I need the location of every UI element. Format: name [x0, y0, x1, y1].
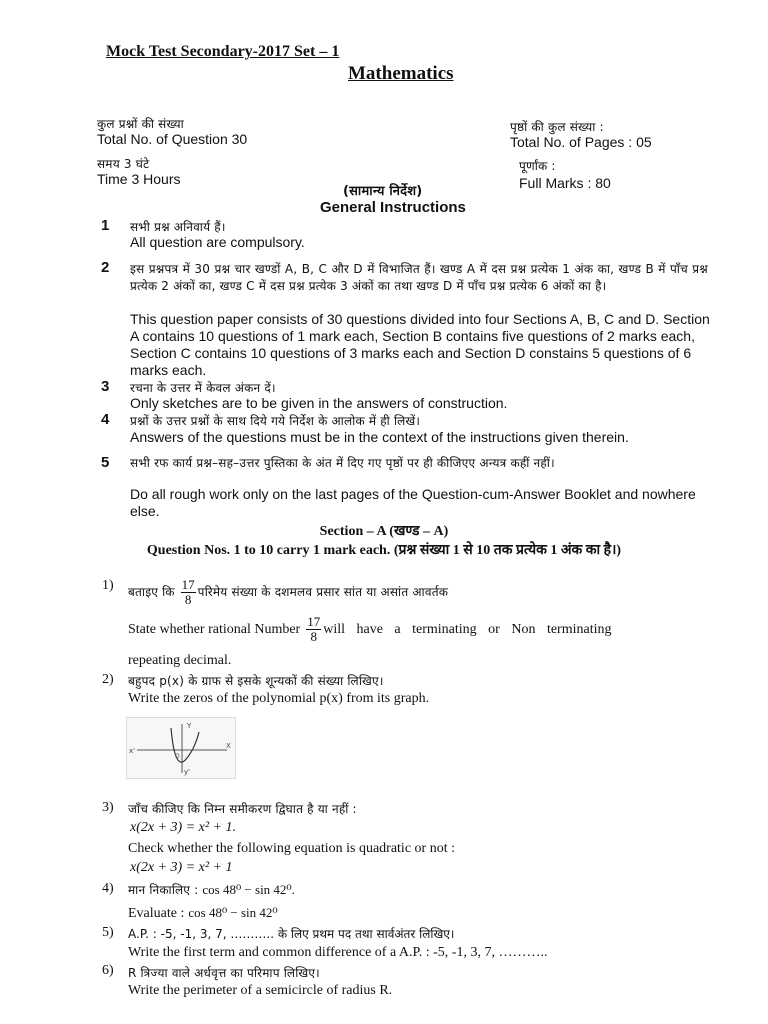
question-1-en-post: will have a terminating or Non terminating — [323, 622, 612, 638]
instruction-2-en: This question paper consists of 30 questions divided into four Sections A, B, C and D. Section A contains 10 questions of 1 mark each, Section B contains five questions of 2 marks each, Section C contains 10 questions of 3 marks each and Section D constains 5 questions of 6 marks each. — [130, 311, 710, 378]
section-subtitle: Question Nos. 1 to 10 carry 1 mark each. (प्रश्न संख्या 1 से 10 तक प्रत्येक 1 अंक का है।) — [146, 543, 622, 558]
question-number: 4) — [102, 881, 114, 896]
polynomial-graph — [126, 717, 236, 779]
question-number: 3) — [102, 800, 114, 815]
question-5-en: Write the first term and common difference of a A.P. : -5, -1, 3, 7, ……….. — [128, 945, 548, 960]
subject-title: Mathematics — [348, 63, 454, 84]
full-marks-hi: पूर्णांक : — [519, 159, 556, 173]
question-3-equation: x(2x + 3) = x² + 1 — [130, 860, 233, 875]
instruction-3-en: Only sketches are to be given in the answers of construction. — [130, 395, 508, 411]
question-4-en — [128, 904, 278, 922]
question-1-en-pre: State whether rational Number — [128, 622, 301, 638]
question-6-en: Write the perimeter of a semicircle of radius R. — [128, 983, 393, 998]
pages-count-en: Total No. of Pages : 05 — [510, 134, 652, 150]
question-3-en: Check whether the following equation is quadratic or not : — [128, 841, 455, 856]
full-marks-en: Full Marks : 80 — [519, 175, 611, 191]
question-number: 5) — [102, 925, 114, 940]
x-prime-label: x' — [129, 747, 136, 755]
questions-count-en: Total No. of Question 30 — [97, 131, 248, 147]
question-3-equation: x(2x + 3) = x² + 1. — [130, 820, 237, 835]
graph-svg — [127, 718, 235, 778]
general-instructions-hi: (सामान्य निर्देश) — [343, 184, 423, 199]
origin-label: O — [175, 753, 180, 760]
instruction-number: 4 — [101, 411, 110, 428]
time-en: Time 3 Hours — [97, 171, 181, 187]
question-2-en: Write the zeros of the polynomial p(x) from its graph. — [128, 691, 430, 706]
question-4-en-text: Evaluate : — [128, 906, 185, 921]
instruction-1-hi: सभी प्रश्न अनिवार्य हैं। — [130, 220, 226, 234]
question-6-hi: R त्रिज्या वाले अर्धवृत्त का परिमाप लिखिए। — [128, 966, 320, 980]
y-axis-label: Y — [187, 722, 192, 730]
fraction — [306, 615, 321, 644]
question-number: 1) — [102, 578, 114, 593]
instruction-2-hi: इस प्रश्नपत्र में 30 प्रश्न चार खण्डों A, B, C और D में विभाजित हैं। खण्ड A में दस प्रश्न प्रत्येक 1 अंक का, खण्ड B में पाँच प्रश्न प्रत्येक 2 अंकों का, खण्ड C में दस प्रश्न प्रत्येक 3 अंकों का तथा खण्ड D में पाँच प्रश्न प्रत्येक 6 अंकों का है। — [130, 262, 708, 293]
fraction-denominator: 8 — [310, 629, 317, 644]
instruction-1-en: All question are compulsory. — [130, 234, 305, 250]
question-1-en-cont: repeating decimal. — [128, 653, 232, 668]
question-number: 6) — [102, 963, 114, 978]
question-4-expression: cos 48⁰ − sin 42⁰ — [188, 905, 278, 920]
instruction-5-hi: सभी रफ कार्य प्रश्न–सह–उत्तर पुस्तिका के अंत में दिए गए पृष्ठों पर ही कीजिएए अन्यत्र कहीं नहीं। — [130, 456, 555, 470]
instruction-number: 3 — [101, 378, 110, 395]
question-1-en — [128, 615, 728, 644]
question-4-hi-text: मान निकालिए : — [128, 883, 199, 897]
time-hi: समय 3 घंटे — [97, 157, 150, 171]
fraction-denominator: 8 — [184, 592, 192, 607]
question-4-expression: cos 48⁰ − sin 42⁰. — [202, 882, 295, 897]
question-1-hi-pre: बताइए कि — [128, 585, 175, 600]
x-axis-label: X — [226, 742, 231, 750]
fraction-numerator: 17 — [307, 614, 321, 629]
exam-title: Mock Test Secondary-2017 Set – 1 — [106, 43, 340, 60]
instruction-number: 2 — [101, 259, 110, 276]
question-3-hi: जाँच कीजिए कि निम्न समीकरण द्विघात है या नहीं : — [128, 802, 357, 816]
general-instructions-title: General Instructions — [320, 199, 466, 216]
question-5-hi: A.P. : -5, -1, 3, 7, ……….. के लिए प्रथम पद तथा सार्वअंतर लिखिए। — [128, 927, 455, 941]
instruction-4-hi: प्रश्नों के उत्तर प्रश्नों के साथ दिये गये निर्देश के आलोक में ही लिखें। — [130, 414, 421, 428]
fraction-numerator: 17 — [181, 577, 195, 592]
y-prime-label: y' — [184, 768, 191, 776]
question-1-hi — [128, 578, 728, 607]
question-1-hi-post: परिमेय संख्या के दशमलव प्रसार सांत या असांत आवर्तक — [197, 585, 449, 600]
question-number: 2) — [102, 672, 114, 687]
instruction-5-en: Do all rough work only on the last pages of the Question-cum-Answer Booklet and nowhere else. — [130, 486, 696, 519]
instruction-number: 5 — [101, 454, 110, 471]
instruction-number: 1 — [101, 217, 110, 234]
questions-count-hi: कुल प्रश्नों की संख्या — [97, 117, 184, 131]
instruction-4-en: Answers of the questions must be in the context of the instructions given therein. — [130, 429, 629, 445]
question-4-hi — [128, 881, 295, 899]
fraction — [181, 578, 196, 607]
pages-count-hi: पृष्ठों की कुल संख्या : — [510, 120, 604, 134]
question-2-hi: बहुपद p(x) के ग्राफ से इसके शून्यकों की संख्या लिखिए। — [128, 674, 384, 688]
section-title: Section – A (खण्ड – A) — [319, 524, 449, 539]
instruction-3-hi: रचना के उत्तर में केवल अंकन दें। — [130, 381, 276, 395]
